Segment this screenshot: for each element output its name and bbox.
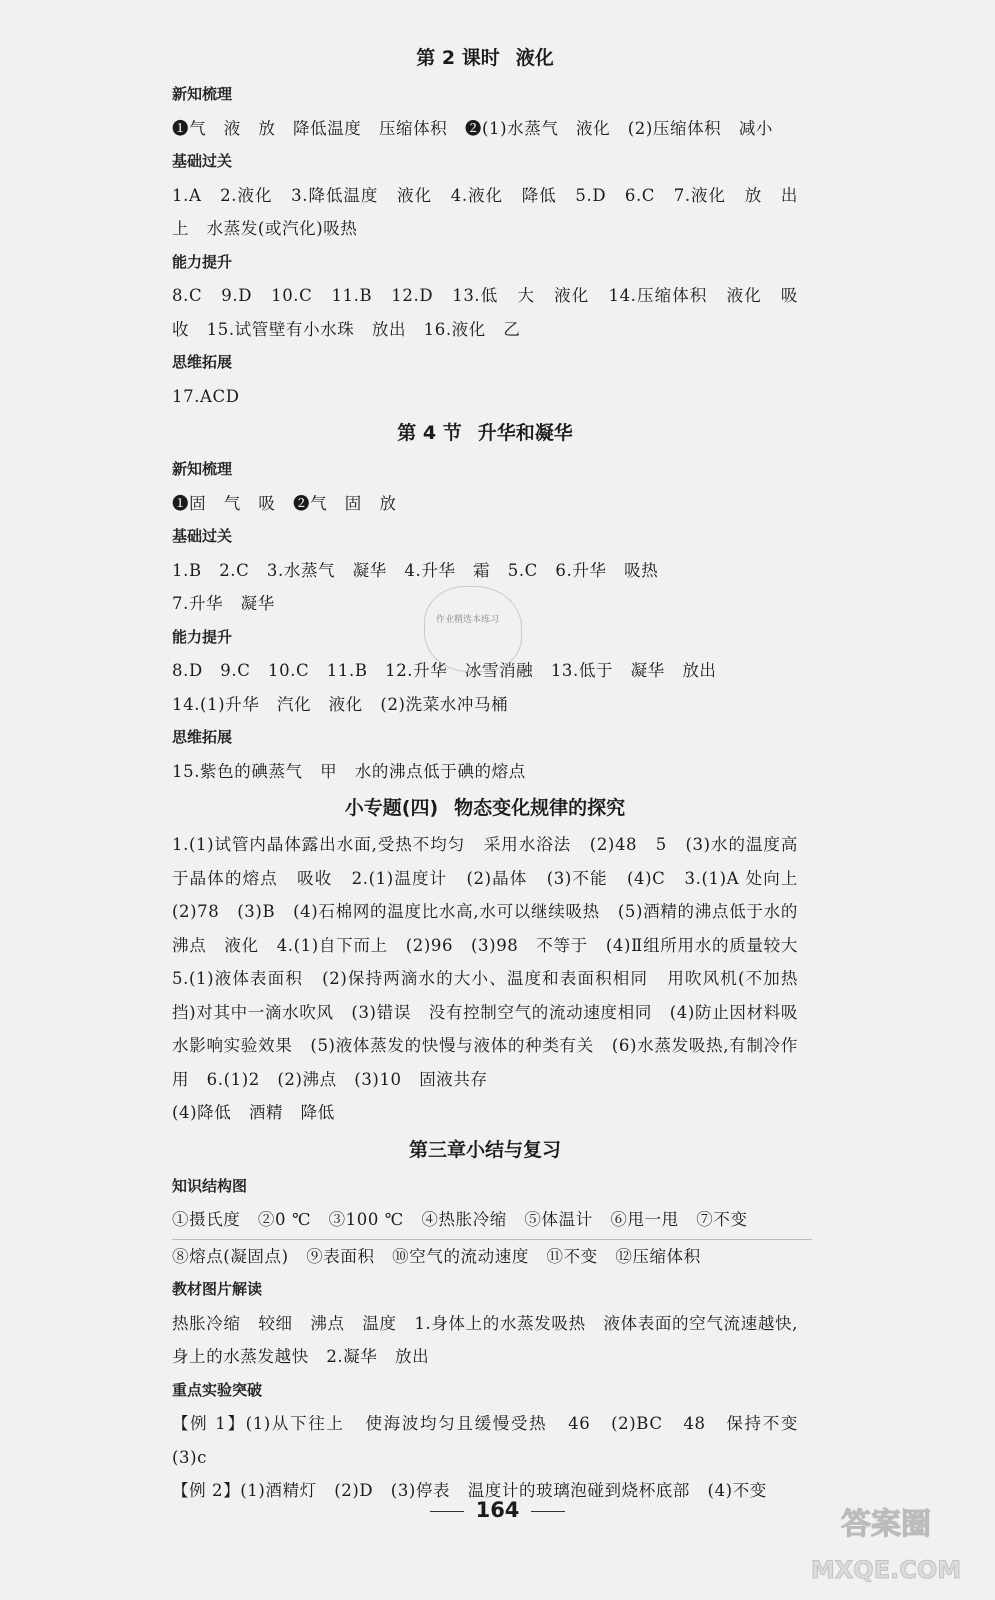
subheading: 思维拓展 xyxy=(172,353,233,371)
section-title-text: 物态变化规律的探究 xyxy=(454,797,626,819)
stamp-text: 作业精选本练习 xyxy=(436,615,500,625)
subheading: 能力提升 xyxy=(172,252,233,271)
answer-paragraph: 1.A 2.液化 3.降低温度 液化 4.液化 降低 5.D 6.C 7.液化 放 出 上 水蒸发(或汽化)吸热 xyxy=(172,185,816,238)
answer-line: ⑧熔点(凝固点) ⑨表面积 ⑩空气的流动速度 ⑪不变 ⑫压缩体积 xyxy=(172,1246,701,1266)
section-title-liquefaction xyxy=(172,38,798,78)
answer-paragraph: 1.B 2.C 3.水蒸气 凝华 4.升华 霜 5.C 6.升华 吸热 7.升华 凝华 xyxy=(172,560,659,613)
subheading: 基础过关 xyxy=(172,152,233,170)
answer-paragraph: ❶气 液 放 降低温度 压缩体积 ❷(1)水蒸气 液化 (2)压缩体积 减小 xyxy=(172,118,774,138)
answer-paragraph: ❶固 气 吸 ❷气 固 放 xyxy=(172,493,397,513)
answer-paragraph: 15.紫色的碘蒸气 甲 水的沸点低于碘的熔点 xyxy=(172,761,526,781)
watermark-logo xyxy=(811,1492,961,1592)
answer-paragraph: 8.C 9.D 10.C 11.B 12.D 13.低 大 液化 14.压缩体积 液化 吸 收 15.试管壁有小水珠 放出 16.液化 乙 xyxy=(172,286,816,339)
section-title-sublimation xyxy=(172,413,798,453)
answer-line: ①摄氏度 ②0 ℃ ③100 ℃ ④热胀冷缩 ⑤体温计 ⑥甩一甩 ⑦不变 xyxy=(172,1210,748,1229)
answer-line: 【例 1】(1)从下往上 使海波均匀且缓慢受热 46 (2)BC 48 保持不变 (3)c xyxy=(172,1414,816,1467)
subheading: 基础过关 xyxy=(172,527,233,545)
subheading: 新知梳理 xyxy=(172,85,233,103)
section-title-number: 小专题(四) xyxy=(344,797,439,819)
answer-paragraph: 1.(1)试管内晶体露出水面,受热不均匀 采用水浴法 (2)48 5 (3)水的温度高于晶体的熔点 吸收 2.(1)温度计 (2)晶体 (3)不能 (4)C 3.(1)A 处向上 (2)78 (3)B (4)石棉网的温度比水高,水可以继续吸热 (5)酒精的沸点低于水的沸点 液化 4.(1)自下而上 (2)96 (3)98 不等于 (4)Ⅱ组所用水的质量较大 5.(1)液体表面积 (2)保持两滴水的大小、温度和表面积相同 用吹风机(不加热挡)对其中一滴水吹风 (3)错误 没有控制空气的流动速度相同 (4)防止因材料吸水影响实验效果 (5)液体蒸发的快慢与液体的种类有关 (6)水蒸发吸热,有制冷作用 6.(1)2 (2)沸点 (3)10 固液共存 (4)降低 酒精 降低 xyxy=(172,835,798,1122)
page-number: 164 xyxy=(475,1498,520,1522)
subheading: 新知梳理 xyxy=(172,460,233,478)
answer-paragraph: 8.D 9.C 10.C 11.B 12.升华 冰雪消融 13.低于 凝华 放出 14.(1)升华 汽化 液化 (2)洗菜水冲马桶 xyxy=(172,661,717,714)
subheading: 思维拓展 xyxy=(172,728,233,746)
answer-paragraph: 17.ACD xyxy=(172,386,240,406)
section-title-text: 液化 xyxy=(515,47,554,69)
section-title-number: 第 2 课时 xyxy=(416,47,500,69)
subheading: 重点实验突破 xyxy=(172,1380,263,1399)
section-title-number: 第 4 节 xyxy=(397,422,462,444)
subheading: 能力提升 xyxy=(172,627,233,646)
footer-dash-left xyxy=(430,1511,464,1512)
answer-paragraph: 热胀冷缩 较细 沸点 温度 1.身体上的水蒸发吸热 液体表面的空气流速越快,身上的水蒸发越快 2.凝华 放出 xyxy=(172,1313,798,1366)
subheading: 知识结构图 xyxy=(172,1176,248,1195)
section-title-chapter-review: 第三章小结与复习 xyxy=(408,1138,561,1161)
section-title-special-topic xyxy=(172,788,798,828)
stamp-mark xyxy=(424,586,522,672)
section-title-text: 升华和凝华 xyxy=(477,422,573,444)
watermark-text: 答案圈 xyxy=(841,1507,931,1542)
subheading: 教材图片解读 xyxy=(172,1280,263,1298)
answer-line: 【例 2】(1)酒精灯 (2)D (3)停表 温度计的玻璃泡碰到烧杯底部 (4)不变 xyxy=(172,1481,767,1500)
page-content xyxy=(172,38,816,1508)
watermark-url: MXQE.COM xyxy=(811,1556,961,1584)
footer-dash-right xyxy=(531,1511,565,1512)
